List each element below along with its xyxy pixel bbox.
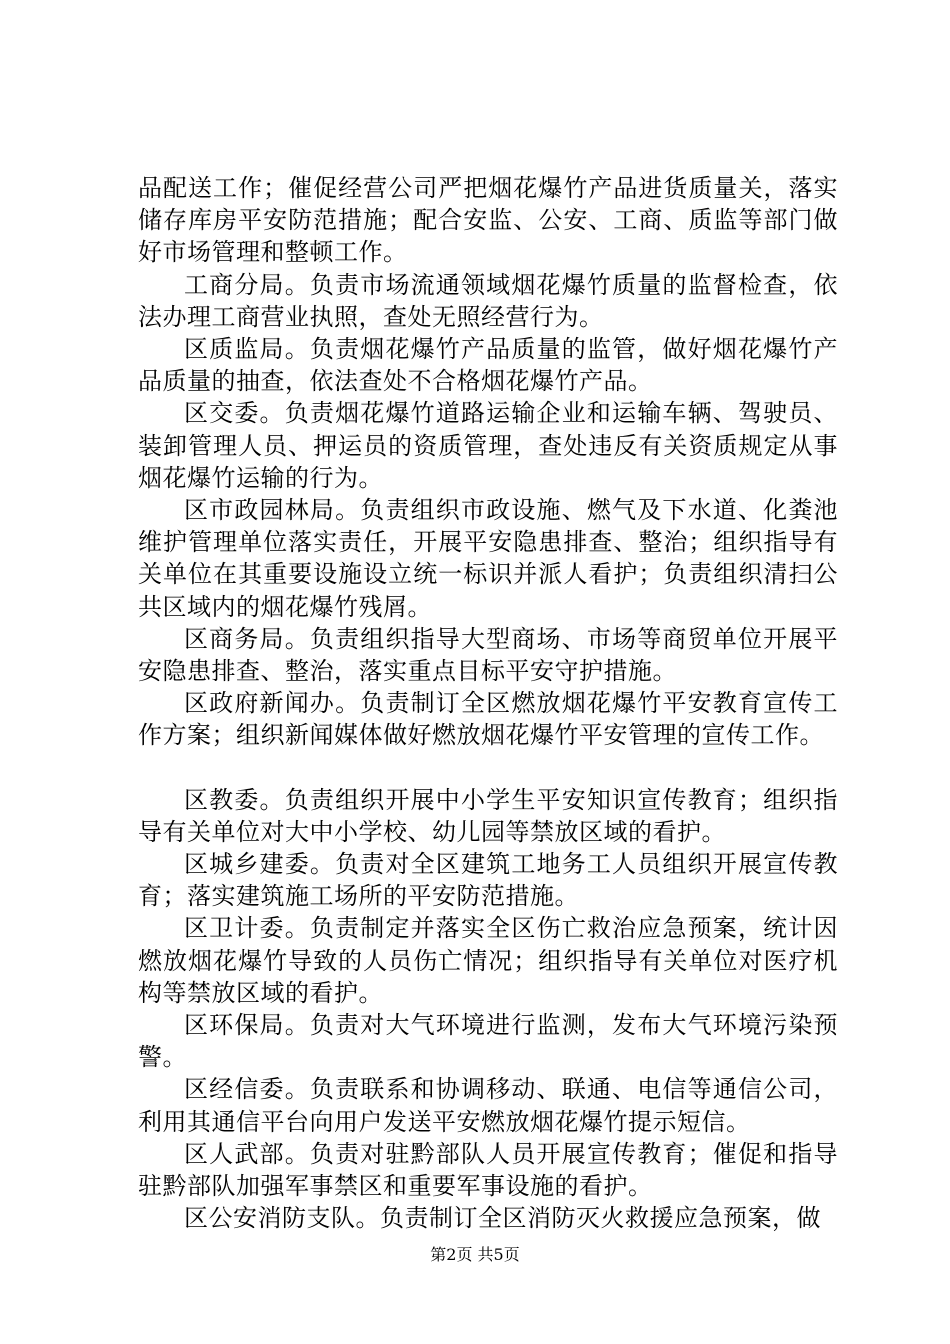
paragraph-gongshang: 工商分局。负责市场流通领域烟花爆竹质量的监督检查，依法办理工商营业执照，查处无照经营行为。 (138, 270, 838, 331)
paragraph-jiaowei-education: 区教委。负责组织开展中小学生平安知识宣传教育；组织指导有关单位对大中小学校、幼儿园等禁放区域的看护。 (138, 785, 838, 846)
paragraph-renwu: 区人武部。负责对驻黔部队人员开展宣传教育；催促和指导驻黔部队加强军事禁区和重要军事设施的看护。 (138, 1139, 838, 1201)
page-number-footer: 第2页 共5页 (430, 1245, 520, 1264)
document-body (138, 172, 838, 1235)
paragraph-continuation: 品配送工作；催促经营公司严把烟花爆竹产品进货质量关，落实储存库房平安防范措施；配合安监、公安、工商、质监等部门做好市场管理和整顿工作。 (138, 174, 838, 267)
paragraph-chengxiang: 区城乡建委。负责对全区建筑工地务工人员组织开展宣传教育；落实建筑施工场所的平安防范措施。 (138, 850, 838, 911)
paragraph-zhijian: 区质监局。负责烟花爆竹产品质量的监管，做好烟花爆竹产品质量的抽查，依法查处不合格烟花爆竹产品。 (138, 335, 838, 396)
paragraph-huanbao: 区环保局。负责对大气环境进行监测，发布大气环境污染预警。 (138, 1011, 838, 1072)
paragraph-gap (138, 752, 838, 784)
paragraph-jiaowei: 区交委。负责烟花爆竹道路运输企业和运输车辆、驾驶员、装卸管理人员、押运员的资质管理，查处违反有关资质规定从事烟花爆竹运输的行为。 (138, 399, 838, 492)
paragraph-jingxin: 区经信委。负责联系和协调移动、联通、电信等通信公司，利用其通信平台向用户发送平安燃放烟花爆竹提示短信。 (138, 1075, 838, 1136)
paragraph-shizheng: 区市政园林局。负责组织市政设施、燃气及下水道、化粪池维护管理单位落实责任，开展平安隐患排查、整治；组织指导有关单位在其重要设施设立统一标识并派人看护；负责组织清扫公共区域内的烟花爆竹残屑。 (138, 496, 838, 621)
paragraph-shangwu: 区商务局。负责组织指导大型商场、市场等商贸单位开展平安隐患排查、整治，落实重点目标平安守护措施。 (138, 624, 838, 686)
paragraph-xinwenban: 区政府新闻办。负责制订全区燃放烟花爆竹平安教育宣传工作方案；组织新闻媒体做好燃放烟花爆竹平安管理的宣传工作。 (138, 689, 838, 750)
paragraph-xiaofang: 区公安消防支队。负责制订全区消防灭火救援应急预案，做 (184, 1204, 821, 1233)
paragraph-weiji: 区卫计委。负责制定并落实全区伤亡救治应急预案，统计因燃放烟花爆竹导致的人员伤亡情况；组织指导有关单位对医疗机构等禁放区域的看护。 (138, 914, 838, 1007)
